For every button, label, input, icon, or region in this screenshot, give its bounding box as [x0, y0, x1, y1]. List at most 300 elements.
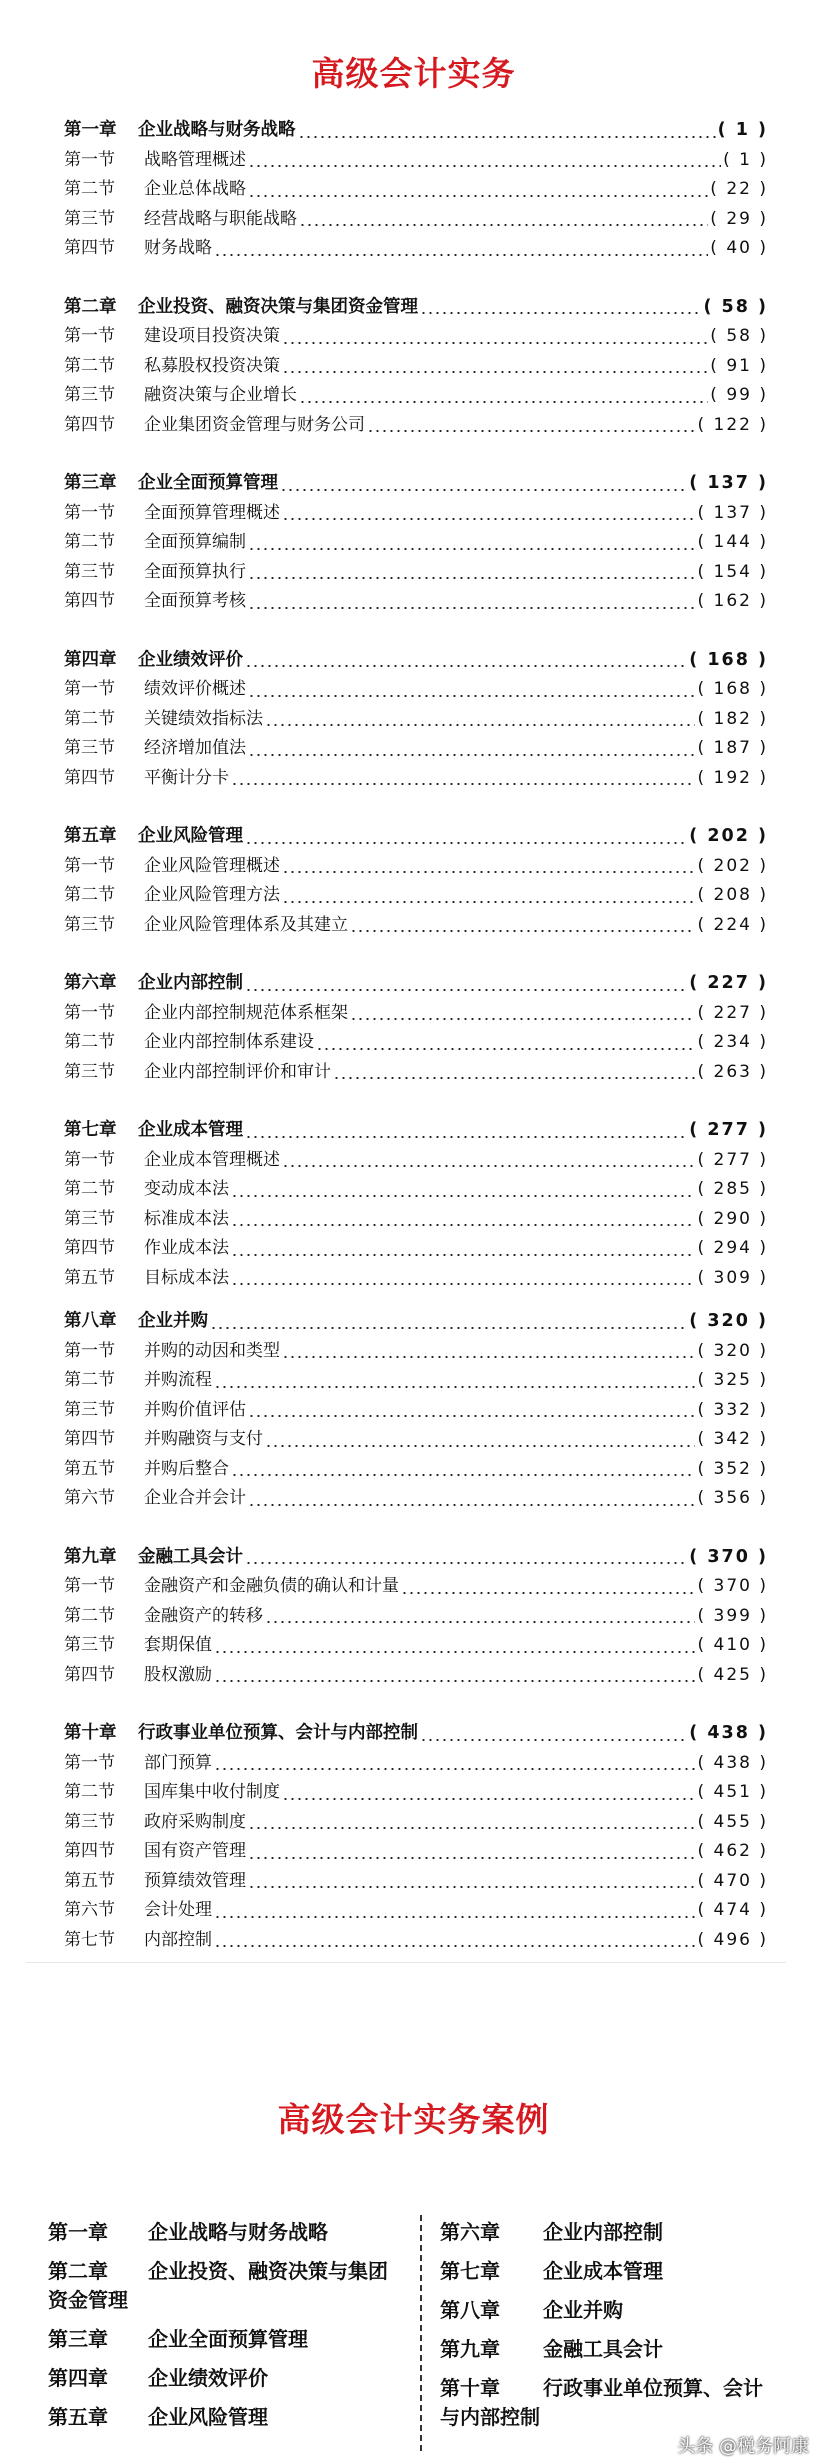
section-number: 第四节	[64, 1841, 115, 1861]
chapter-number: 第五章	[64, 826, 117, 846]
chapter-block	[64, 646, 768, 794]
section-row	[64, 705, 768, 735]
chapter-title: 企业成本管理	[138, 1120, 243, 1140]
section-page: ( 91 )	[710, 355, 768, 376]
dot-leader	[245, 842, 687, 844]
section-number: 第一节	[64, 1149, 115, 1170]
section-number: 第一节	[64, 1752, 115, 1773]
section-page: ( 455 )	[697, 1811, 768, 1832]
section-title: 企业风险管理方法	[144, 885, 280, 905]
section-number: 第三节	[64, 1811, 115, 1832]
section-number: 第四节	[64, 414, 115, 435]
dot-leader	[265, 1445, 695, 1447]
section-number: 第三节	[64, 1208, 115, 1229]
section-page: ( 162 )	[697, 591, 768, 611]
dot-leader	[282, 871, 695, 873]
section-number: 第一节	[64, 679, 115, 699]
section-row	[64, 999, 768, 1029]
dot-leader	[210, 1327, 687, 1329]
section-title: 并购的动因和类型	[144, 1340, 280, 1361]
section-title: 并购流程	[144, 1370, 212, 1390]
section-title: 企业内部控制体系建设	[144, 1032, 314, 1052]
cases-list-right	[440, 2218, 780, 2442]
page-title: 高级会计实务	[311, 54, 516, 93]
chapter-row	[64, 969, 768, 999]
chapter-row	[64, 116, 768, 146]
chapter-title: 企业并购	[138, 1311, 208, 1331]
section-number: 第三节	[64, 1061, 115, 1082]
chapter-number: 第十章	[64, 1723, 117, 1743]
chapter-title: 企业投资、融资决策与集团资金管理	[138, 296, 418, 317]
section-row	[64, 411, 768, 441]
dot-leader	[248, 165, 721, 167]
section-page: ( 294 )	[697, 1238, 768, 1258]
section-row	[64, 1455, 768, 1485]
section-title: 作业成本法	[144, 1238, 229, 1258]
dot-leader	[248, 195, 708, 197]
section-page: ( 285 )	[697, 1179, 768, 1199]
section-title: 企业总体战略	[144, 179, 246, 199]
section-page: ( 224 )	[697, 914, 768, 935]
dot-leader	[245, 665, 687, 667]
section-row	[64, 1425, 768, 1455]
section-title: 融资决策与企业增长	[144, 385, 297, 405]
section-title: 企业合并会计	[144, 1488, 246, 1508]
section-number: 第二节	[64, 1782, 115, 1802]
dot-leader	[333, 1077, 695, 1079]
section-title: 私募股权投资决策	[144, 355, 280, 376]
chapter-title: 行政事业单位预算、会计与内部控制	[138, 1723, 418, 1743]
dot-leader	[231, 1224, 695, 1226]
section-row	[64, 558, 768, 588]
case-item	[440, 2374, 780, 2432]
chapter-page: ( 438 )	[689, 1723, 768, 1743]
dot-leader	[245, 1562, 687, 1564]
section-row	[64, 852, 768, 882]
section-title: 并购后整合	[144, 1458, 229, 1479]
section-number: 第四节	[64, 1429, 115, 1449]
chapter-page: ( 1 )	[717, 120, 768, 140]
case-chapter-title: 企业成本管理	[543, 2259, 663, 2283]
section-number: 第二节	[64, 1370, 115, 1390]
section-title: 平衡计分卡	[144, 767, 229, 788]
section-page: ( 137 )	[697, 502, 768, 523]
cases-list-left	[48, 2218, 388, 2442]
section-row	[64, 381, 768, 411]
section-row	[64, 1146, 768, 1176]
section-row	[64, 1234, 768, 1264]
case-item	[440, 2335, 780, 2364]
dot-leader	[245, 989, 687, 991]
section-title: 部门预算	[144, 1752, 212, 1773]
section-title: 金融资产的转移	[144, 1605, 263, 1626]
section-number: 第四节	[64, 1664, 115, 1685]
section-row	[64, 1484, 768, 1514]
section-number: 第五节	[64, 1458, 115, 1479]
section-page: ( 144 )	[697, 532, 768, 552]
section-page: ( 234 )	[697, 1032, 768, 1052]
case-item	[48, 2257, 388, 2315]
section-title: 绩效评价概述	[144, 679, 246, 699]
section-title: 会计处理	[144, 1900, 212, 1920]
section-row	[64, 1366, 768, 1396]
section-page: ( 277 )	[697, 1149, 768, 1170]
dot-leader	[282, 371, 708, 373]
section-page: ( 187 )	[697, 738, 768, 758]
section-title: 全面预算编制	[144, 532, 246, 552]
section-row	[64, 205, 768, 235]
chapter-row	[64, 1116, 768, 1146]
section-row	[64, 1867, 768, 1897]
section-row	[64, 175, 768, 205]
chapter-page: ( 370 )	[689, 1546, 768, 1567]
dot-leader	[367, 430, 695, 432]
chapter-title: 企业全面预算管理	[138, 473, 278, 493]
section-number: 第三节	[64, 385, 115, 405]
section-page: ( 325 )	[697, 1370, 768, 1390]
section-number: 第五节	[64, 1870, 115, 1891]
case-chapter-number: 第二章	[48, 2259, 108, 2283]
section-title: 并购融资与支付	[144, 1429, 263, 1449]
dot-leader	[420, 312, 701, 314]
chapter-block	[64, 293, 768, 441]
section-row	[64, 1926, 768, 1956]
section-number: 第六节	[64, 1488, 115, 1508]
chapter-row	[64, 1307, 768, 1337]
section-title: 经济增加值法	[144, 738, 246, 758]
chapter-title: 金融工具会计	[138, 1546, 243, 1567]
section-title: 企业内部控制评价和审计	[144, 1061, 331, 1082]
chapter-number: 第九章	[64, 1546, 117, 1567]
section-number: 第四节	[64, 1238, 115, 1258]
section-title: 建设项目投资决策	[144, 326, 280, 346]
dot-leader	[231, 1474, 695, 1476]
section-row	[64, 1749, 768, 1779]
section-row	[64, 675, 768, 705]
section-title: 全面预算管理概述	[144, 502, 280, 523]
dot-leader	[401, 1592, 695, 1594]
section-number: 第二节	[64, 179, 115, 199]
section-page: ( 342 )	[697, 1429, 768, 1449]
section-title: 目标成本法	[144, 1267, 229, 1288]
chapter-title: 企业风险管理	[138, 826, 243, 846]
section-row	[64, 1661, 768, 1691]
section-number: 第二节	[64, 1032, 115, 1052]
dot-leader	[248, 1504, 695, 1506]
section-row	[64, 911, 768, 941]
section-title: 变动成本法	[144, 1179, 229, 1199]
case-chapter-title: 企业内部控制	[543, 2220, 663, 2244]
section-number: 第二节	[64, 885, 115, 905]
section-number: 第三节	[64, 1635, 115, 1655]
dot-leader	[265, 1621, 695, 1623]
dot-leader	[420, 1739, 687, 1741]
section-page: ( 22 )	[710, 179, 768, 199]
column-divider	[420, 2215, 422, 2451]
section-row	[64, 1572, 768, 1602]
chapter-block	[64, 1543, 768, 1691]
case-chapter-number: 第七章	[440, 2259, 500, 2283]
dot-leader	[231, 783, 695, 785]
section-row	[64, 234, 768, 264]
section-divider	[26, 1962, 786, 1963]
chapter-row	[64, 646, 768, 676]
chapter-block	[64, 469, 768, 617]
section-row	[64, 1058, 768, 1088]
dot-leader	[248, 695, 695, 697]
section-page: ( 99 )	[710, 385, 768, 405]
chapter-number: 第四章	[64, 649, 117, 670]
chapter-number: 第六章	[64, 973, 117, 993]
section-row	[64, 1028, 768, 1058]
case-item	[440, 2218, 780, 2247]
section-page: ( 29 )	[710, 208, 768, 229]
chapter-block	[64, 969, 768, 1087]
section-row	[64, 1396, 768, 1426]
section-number: 第四节	[64, 238, 115, 258]
chapter-block	[64, 1116, 768, 1293]
chapter-title: 企业绩效评价	[138, 649, 243, 670]
dot-leader	[214, 254, 708, 256]
dot-leader	[214, 1651, 695, 1653]
case-item	[48, 2325, 388, 2354]
section-page: ( 40 )	[710, 238, 768, 258]
case-chapter-title: 行政事业单位预算、会计与内部控制	[440, 2376, 763, 2429]
section-page: ( 410 )	[697, 1635, 768, 1655]
dot-leader	[214, 1916, 695, 1918]
section-page: ( 290 )	[697, 1208, 768, 1229]
dot-leader	[248, 1827, 695, 1829]
section-page: ( 168 )	[697, 679, 768, 699]
section-row	[64, 1175, 768, 1205]
dot-leader	[350, 1018, 695, 1020]
section-title: 金融资产和金融负债的确认和计量	[144, 1576, 399, 1596]
dot-leader	[245, 1136, 687, 1138]
section-page: ( 192 )	[697, 767, 768, 788]
chapter-title: 企业内部控制	[138, 973, 243, 993]
section-page: ( 451 )	[697, 1782, 768, 1802]
section-number: 第一节	[64, 502, 115, 523]
section-number: 第六节	[64, 1900, 115, 1920]
section-row	[64, 1205, 768, 1235]
section-number: 第一节	[64, 855, 115, 876]
dot-leader	[214, 1768, 695, 1770]
section-row	[64, 764, 768, 794]
section-row	[64, 1264, 768, 1294]
dot-leader	[280, 489, 687, 491]
section-row	[64, 1602, 768, 1632]
section-row	[64, 1631, 768, 1661]
section-title: 企业成本管理概述	[144, 1149, 280, 1170]
chapter-number: 第七章	[64, 1120, 117, 1140]
chapter-number: 第二章	[64, 296, 117, 317]
section-number: 第二节	[64, 1179, 115, 1199]
section-number: 第三节	[64, 208, 115, 229]
chapter-page: ( 137 )	[689, 473, 768, 493]
dot-leader	[282, 342, 708, 344]
section-title: 国有资产管理	[144, 1841, 246, 1861]
dot-leader	[231, 1254, 695, 1256]
section-title: 企业风险管理概述	[144, 855, 280, 876]
chapter-page: ( 168 )	[689, 649, 768, 670]
dot-leader	[214, 1680, 695, 1682]
chapter-block	[64, 1307, 768, 1514]
case-item	[48, 2403, 388, 2432]
section-number: 第二节	[64, 355, 115, 376]
chapter-number: 第一章	[64, 120, 117, 140]
dot-leader	[214, 1945, 695, 1947]
section-page: ( 122 )	[697, 414, 768, 435]
case-item	[440, 2257, 780, 2286]
dot-leader	[231, 1283, 695, 1285]
chapter-page: ( 277 )	[689, 1120, 768, 1140]
chapter-block	[64, 116, 768, 264]
section-page: ( 332 )	[697, 1399, 768, 1420]
section-number: 第五节	[64, 1267, 115, 1288]
section-number: 第一节	[64, 1340, 115, 1361]
dot-leader	[282, 1356, 695, 1358]
section-row	[64, 881, 768, 911]
section-page: ( 58 )	[710, 326, 768, 346]
section-number: 第四节	[64, 767, 115, 788]
case-chapter-number: 第九章	[440, 2337, 500, 2361]
dot-leader	[248, 1415, 695, 1417]
section-number: 第一节	[64, 149, 115, 170]
section-page: ( 462 )	[697, 1841, 768, 1861]
section-number: 第一节	[64, 1576, 115, 1596]
section-number: 第二节	[64, 532, 115, 552]
case-chapter-number: 第十章	[440, 2376, 500, 2400]
dot-leader	[282, 1798, 695, 1800]
case-chapter-number: 第四章	[48, 2366, 108, 2390]
case-item	[48, 2364, 388, 2393]
dot-leader	[248, 577, 695, 579]
section-row	[64, 734, 768, 764]
section-page: ( 438 )	[697, 1752, 768, 1773]
watermark: 头条 @税务阿康	[677, 2436, 809, 2457]
dot-leader	[248, 607, 695, 609]
section-page: ( 208 )	[697, 885, 768, 905]
dot-leader	[299, 224, 708, 226]
section-title: 并购价值评估	[144, 1399, 246, 1420]
section-page: ( 320 )	[697, 1340, 768, 1361]
section-page: ( 227 )	[697, 1002, 768, 1023]
section-title: 企业集团资金管理与财务公司	[144, 414, 365, 435]
case-item	[48, 2218, 388, 2247]
section-title: 战略管理概述	[144, 149, 246, 170]
section-title: 企业风险管理体系及其建立	[144, 914, 348, 935]
section-number: 第三节	[64, 1399, 115, 1420]
section-number: 第三节	[64, 561, 115, 582]
section-title: 标准成本法	[144, 1208, 229, 1229]
section-title: 预算绩效管理	[144, 1870, 246, 1891]
section-row	[64, 587, 768, 617]
case-chapter-title: 企业投资、融资决策与集团资金管理	[48, 2259, 388, 2312]
case-chapter-number: 第五章	[48, 2405, 108, 2429]
section-row	[64, 1808, 768, 1838]
section-page: ( 496 )	[697, 1929, 768, 1950]
section-number: 第二节	[64, 1605, 115, 1626]
section-row	[64, 499, 768, 529]
section-title: 企业内部控制规范体系框架	[144, 1002, 348, 1023]
chapter-row	[64, 1719, 768, 1749]
case-chapter-number: 第八章	[440, 2298, 500, 2322]
section-title: 政府采购制度	[144, 1811, 246, 1832]
case-chapter-title: 企业全面预算管理	[148, 2327, 308, 2351]
section-page: ( 154 )	[697, 561, 768, 582]
chapter-page: ( 58 )	[703, 296, 768, 317]
section-page: ( 202 )	[697, 855, 768, 876]
cases-title: 高级会计实务案例	[277, 2100, 550, 2139]
section-page: ( 399 )	[697, 1605, 768, 1626]
chapter-page: ( 320 )	[689, 1311, 768, 1331]
case-item	[440, 2296, 780, 2325]
section-number: 第一节	[64, 1002, 115, 1023]
section-title: 内部控制	[144, 1929, 212, 1950]
section-row	[64, 146, 768, 176]
case-chapter-title: 金融工具会计	[543, 2337, 663, 2361]
dot-leader	[298, 136, 716, 138]
section-title: 国库集中收付制度	[144, 1782, 280, 1802]
section-page: ( 263 )	[697, 1061, 768, 1082]
case-chapter-number: 第三章	[48, 2327, 108, 2351]
section-page: ( 425 )	[697, 1664, 768, 1685]
case-chapter-title: 企业绩效评价	[148, 2366, 268, 2390]
case-chapter-title: 企业战略与财务战略	[148, 2220, 328, 2244]
dot-leader	[282, 518, 695, 520]
chapter-title: 企业战略与财务战略	[138, 120, 296, 140]
section-page: ( 356 )	[697, 1488, 768, 1508]
section-page: ( 1 )	[723, 149, 768, 170]
dot-leader	[248, 1886, 695, 1888]
dot-leader	[231, 1195, 695, 1197]
section-title: 财务战略	[144, 238, 212, 258]
section-page: ( 370 )	[697, 1576, 768, 1596]
dot-leader	[282, 901, 695, 903]
section-title: 股权激励	[144, 1664, 212, 1685]
chapter-page: ( 202 )	[689, 826, 768, 846]
chapter-block	[64, 822, 768, 940]
section-row	[64, 1778, 768, 1808]
section-page: ( 309 )	[697, 1267, 768, 1288]
section-number: 第一节	[64, 326, 115, 346]
section-title: 关键绩效指标法	[144, 708, 263, 729]
dot-leader	[248, 548, 695, 550]
dot-leader	[265, 724, 695, 726]
dot-leader	[282, 1165, 695, 1167]
case-chapter-title: 企业风险管理	[148, 2405, 268, 2429]
case-chapter-number: 第一章	[48, 2220, 108, 2244]
section-number: 第三节	[64, 914, 115, 935]
case-chapter-title: 企业并购	[543, 2298, 623, 2322]
section-row	[64, 1896, 768, 1926]
chapter-number: 第八章	[64, 1311, 117, 1331]
section-title: 套期保值	[144, 1635, 212, 1655]
chapter-row	[64, 469, 768, 499]
section-number: 第二节	[64, 708, 115, 729]
chapter-page: ( 227 )	[689, 973, 768, 993]
chapter-row	[64, 1543, 768, 1573]
section-row	[64, 352, 768, 382]
section-title: 经营战略与职能战略	[144, 208, 297, 229]
section-page: ( 470 )	[697, 1870, 768, 1891]
chapter-row	[64, 293, 768, 323]
dot-leader	[248, 754, 695, 756]
table-of-contents	[64, 116, 768, 1984]
dot-leader	[214, 1386, 695, 1388]
section-row	[64, 322, 768, 352]
section-page: ( 352 )	[697, 1458, 768, 1479]
